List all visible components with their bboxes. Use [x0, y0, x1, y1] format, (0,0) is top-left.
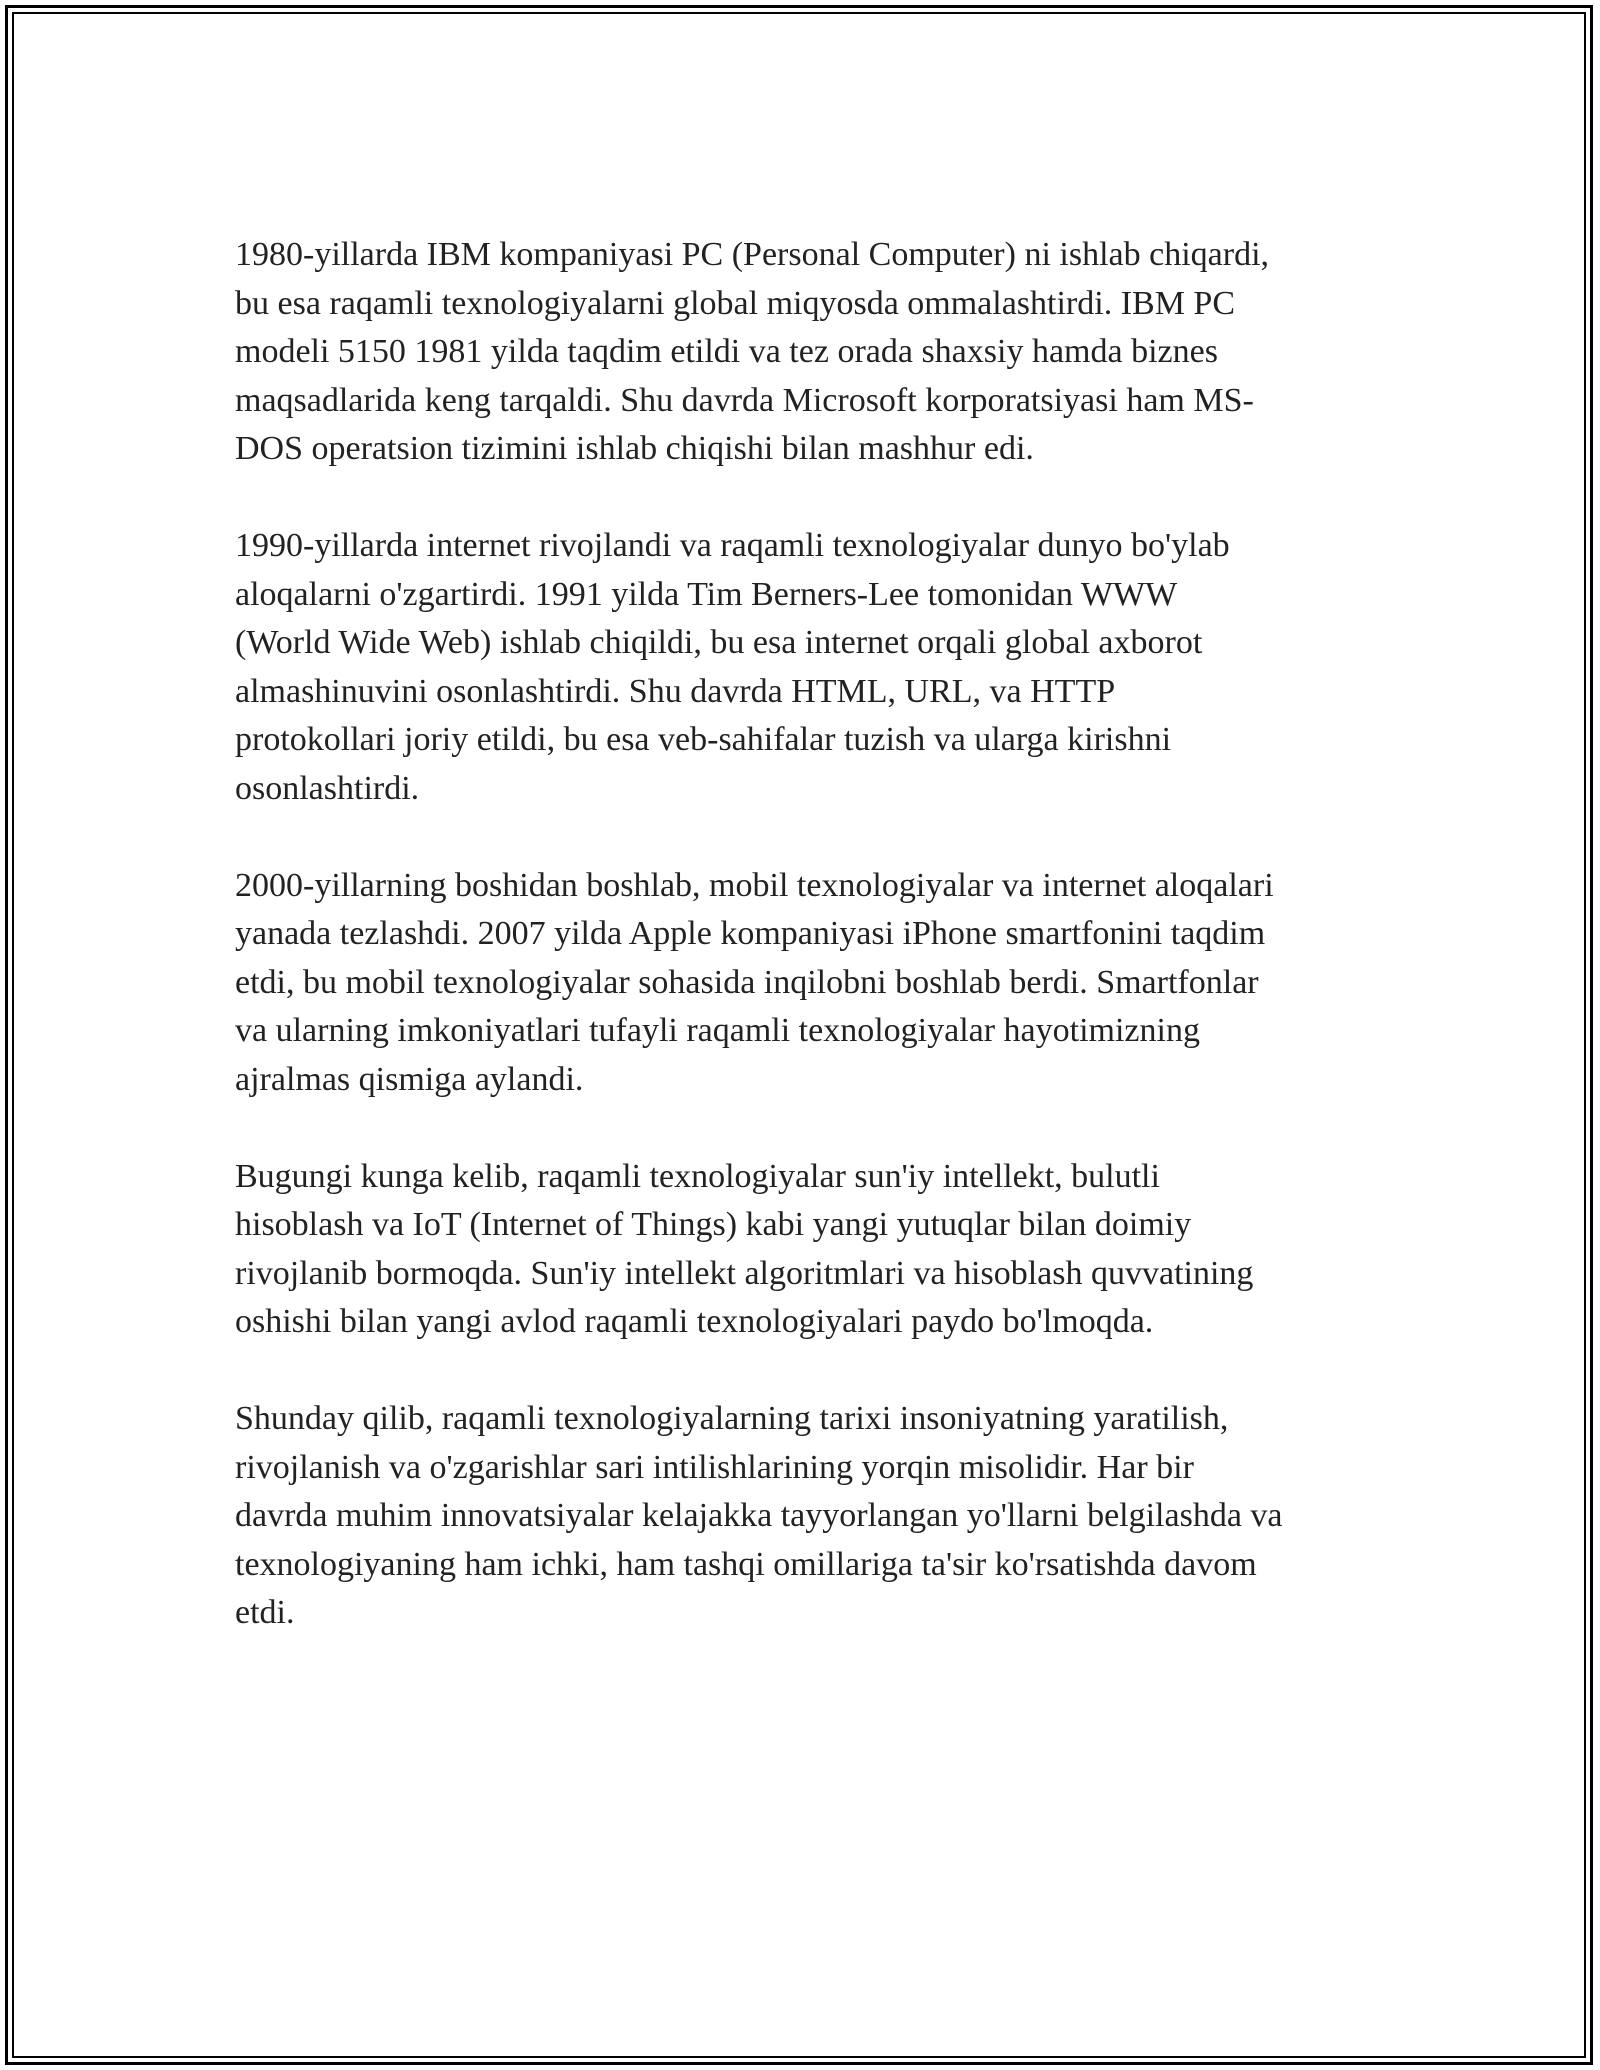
- paragraph-2000s: 2000-yillarning boshidan boshlab, mobil texnologiyalar va internet aloqalari yanada tezlashdi. 2007 yilda Apple kompaniyasi iPhone smartfonini taqdim etdi, bu mobil texnologiyalar sohasida inqilobni boshlab berdi. Smartfonlar va ularning imkoniyatlari tufayli raqamli texnologiyalar hayotimizning ajralmas qismiga aylandi.: [235, 866, 1274, 1098]
- paragraph-1990s: 1990-yillarda internet rivojlandi va raqamli texnologiyalar dunyo bo'ylab aloqalarni o'zgartirdi. 1991 yilda Tim Berners-Lee tomonidan WWW (World Wide Web) ishlab chiqildi, bu esa internet orqali global axborot almashinuvini osonlashtirdi. Shu davrda HTML, URL, va HTTP protokollari joriy etildi, bu esa veb-sahifalar tuzish va ularga kirishni osonlashtirdi.: [235, 527, 1230, 807]
- paragraph-conclusion: Shunday qilib, raqamli texnologiyalarning tarixi insoniyatning yaratilish, rivojlanish va o'zgarishlar sari intilishlarining yorqin misolidir. Har bir davrda muhim innovatsiyalar kelajakka tayyorlangan yo'llarni belgilashda va texnologiyaning ham ichki, ham tashqi omillariga ta'sir ko'rsatishda davom etdi.: [235, 1400, 1283, 1631]
- document-body: [235, 231, 1385, 1686]
- paragraph-today: Bugungi kunga kelib, raqamli texnologiyalar sun'iy intellekt, bulutli hisoblash va IoT (Internet of Things) kabi yangi yutuqlar bilan doimiy rivojlanib bormoqda. Sun'iy intellekt algoritmlari va hisoblash quvvatining oshishi bilan yangi avlod raqamli texnologiyalari paydo bo'lmoqda.: [235, 1157, 1254, 1340]
- paragraph-1980s: 1980-yillarda IBM kompaniyasi PC (Personal Computer) ni ishlab chiqardi, bu esa raqamli texnologiyalarni global miqyosda ommalashtirdi. IBM PC modeli 5150 1981 yilda taqdim etildi va tez orada shaxsiy hamda biznes maqsadlarida keng tarqaldi. Shu davrda Microsoft korporatsiyasi ham MS- DOS operatsion tizimini ishlab chiqishi bilan mashhur edi.: [235, 236, 1270, 467]
